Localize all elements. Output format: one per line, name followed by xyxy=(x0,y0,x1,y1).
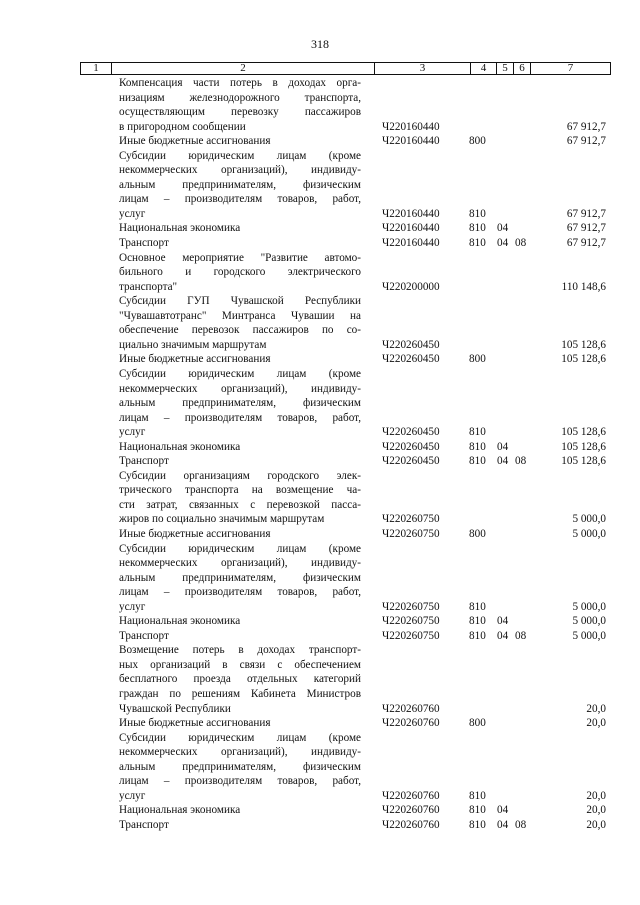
description-line: Возмещение потерь в доходах транспорт- xyxy=(119,644,361,657)
row-code: Ч220160440 xyxy=(382,237,440,250)
row-description xyxy=(119,716,361,731)
table-header xyxy=(80,62,611,75)
row-col-4: 810 xyxy=(469,818,486,831)
description-line: некоммерческих организаций), индивиду- xyxy=(119,382,361,395)
table-row xyxy=(0,294,640,352)
row-description xyxy=(119,614,361,629)
description-line: услуг xyxy=(119,789,146,802)
description-line: Иные бюджетные ассигнования xyxy=(119,717,271,730)
description-line: Иные бюджетные ассигнования xyxy=(119,527,271,540)
table-row xyxy=(0,818,640,833)
row-col-4: 810 xyxy=(469,629,486,642)
row-description xyxy=(119,629,361,644)
row-col-4: 810 xyxy=(469,440,486,453)
description-line: осуществляющим перевозку пассажиров xyxy=(119,106,361,119)
description-line: Субсидии организациям городского элек- xyxy=(119,469,361,482)
row-code: Ч220260760 xyxy=(382,717,440,730)
table-row xyxy=(0,134,640,149)
row-code: Ч220260750 xyxy=(382,629,440,642)
description-line: Субсидии юридическим лицам (кроме xyxy=(119,731,361,744)
row-col-4: 810 xyxy=(469,426,486,439)
row-amount: 105 128,6 xyxy=(561,455,606,468)
row-amount: 67 912,7 xyxy=(566,207,606,220)
row-amount: 20,0 xyxy=(586,702,606,715)
row-description xyxy=(119,251,361,295)
table-row xyxy=(0,527,640,542)
description-line: Транспорт xyxy=(119,237,169,250)
row-col-4: 800 xyxy=(469,135,486,148)
description-line: транспорта" xyxy=(119,280,178,293)
row-description xyxy=(119,134,361,149)
row-col-5: 04 xyxy=(497,455,509,468)
row-amount: 5 000,0 xyxy=(572,615,606,628)
description-line: альным предпринимателям, физическим xyxy=(119,760,361,773)
description-line: некоммерческих организаций), индивиду- xyxy=(119,557,361,570)
header-col-3: 3 xyxy=(375,63,471,74)
description-line: альным предпринимателям, физическим xyxy=(119,397,361,410)
description-line: лицам – производителям товаров, работ, xyxy=(119,193,361,206)
row-col-4: 810 xyxy=(469,207,486,220)
row-code: Ч220260450 xyxy=(382,353,440,366)
description-line: услуг xyxy=(119,207,146,220)
description-line: Иные бюджетные ассигнования xyxy=(119,353,271,366)
description-line: Национальная экономика xyxy=(119,804,241,817)
description-line: Субсидии юридическим лицам (кроме xyxy=(119,367,361,380)
description-line: жиров по социально значимым маршрутам xyxy=(119,513,325,526)
row-col-6: 08 xyxy=(515,818,527,831)
description-line: Национальная экономика xyxy=(119,440,241,453)
table-row xyxy=(0,251,640,295)
row-code: Ч220260750 xyxy=(382,615,440,628)
row-description xyxy=(119,527,361,542)
row-description xyxy=(119,731,361,804)
row-description xyxy=(119,469,361,527)
row-col-4: 810 xyxy=(469,615,486,628)
header-col-1: 1 xyxy=(81,63,112,74)
row-amount: 20,0 xyxy=(586,789,606,802)
header-col-7: 7 xyxy=(567,62,574,74)
description-line: трического транспорта на возмещение ча- xyxy=(119,484,361,497)
row-code: Ч220160440 xyxy=(382,207,440,220)
description-line: Субсидии ГУП Чувашской Республики xyxy=(119,295,361,308)
table-row xyxy=(0,614,640,629)
table-row xyxy=(0,76,640,134)
row-code: Ч220260760 xyxy=(382,789,440,802)
row-code: Ч220160440 xyxy=(382,135,440,148)
row-code: Ч220200000 xyxy=(382,280,440,293)
row-description xyxy=(119,440,361,455)
row-code: Ч220260450 xyxy=(382,455,440,468)
description-line: лицам – производителям товаров, работ, xyxy=(119,586,361,599)
description-line: Транспорт xyxy=(119,455,169,468)
table-row xyxy=(0,352,640,367)
row-description xyxy=(119,454,361,469)
table-row xyxy=(0,221,640,236)
row-col-4: 800 xyxy=(469,353,486,366)
row-code: Ч220260450 xyxy=(382,440,440,453)
header-col-2: 2 xyxy=(112,63,375,74)
table-row xyxy=(0,542,640,615)
row-amount: 67 912,7 xyxy=(566,237,606,250)
row-amount: 5 000,0 xyxy=(572,600,606,613)
row-description xyxy=(119,818,361,833)
table-row xyxy=(0,629,640,644)
description-line: в пригородном сообщении xyxy=(119,120,246,133)
description-line: Транспорт xyxy=(119,818,169,831)
description-line: некоммерческих организаций), индивиду- xyxy=(119,164,361,177)
description-line: Национальная экономика xyxy=(119,222,241,235)
row-amount: 67 912,7 xyxy=(566,120,606,133)
row-code: Ч220160440 xyxy=(382,120,440,133)
description-line: Национальная экономика xyxy=(119,615,241,628)
row-amount: 5 000,0 xyxy=(572,513,606,526)
description-line: циально значимым маршрутам xyxy=(119,338,267,351)
row-code: Ч220260750 xyxy=(382,527,440,540)
row-code: Ч220260450 xyxy=(382,426,440,439)
row-col-5: 04 xyxy=(497,440,509,453)
table-row xyxy=(0,643,640,716)
row-amount: 105 128,6 xyxy=(561,426,606,439)
row-col-5: 04 xyxy=(497,804,509,817)
description-line: обеспечение перевозок пассажиров по со- xyxy=(119,324,361,337)
description-line: услуг xyxy=(119,426,146,439)
row-amount: 105 128,6 xyxy=(561,353,606,366)
row-amount: 5 000,0 xyxy=(572,629,606,642)
row-amount: 110 148,6 xyxy=(561,280,606,293)
row-col-5: 04 xyxy=(497,629,509,642)
row-col-4: 810 xyxy=(469,222,486,235)
row-col-4: 800 xyxy=(469,527,486,540)
header-col-4: 4 xyxy=(471,63,497,74)
page-number: 318 xyxy=(311,37,329,51)
description-line: "Чувашавтотранс" Минтранса Чувашии на xyxy=(119,309,361,322)
row-col-6: 08 xyxy=(515,455,527,468)
row-description xyxy=(119,367,361,440)
row-description xyxy=(119,76,361,134)
row-description xyxy=(119,294,361,352)
row-code: Ч220260750 xyxy=(382,513,440,526)
description-line: граждан по решениям Кабинета Министров xyxy=(119,688,361,701)
table-row xyxy=(0,716,640,731)
row-description xyxy=(119,149,361,222)
row-col-4: 800 xyxy=(469,717,486,730)
row-amount: 67 912,7 xyxy=(566,222,606,235)
row-description xyxy=(119,803,361,818)
row-code: Ч220260760 xyxy=(382,804,440,817)
row-amount: 20,0 xyxy=(586,717,606,730)
row-col-5: 04 xyxy=(497,237,509,250)
table-row xyxy=(0,149,640,222)
header-col-6: 6 xyxy=(514,63,531,74)
description-line: Основное мероприятие "Развитие автомо- xyxy=(119,251,361,264)
description-line: сти затрат, связанных с перевозкой пасса- xyxy=(119,498,361,511)
row-col-5: 04 xyxy=(497,818,509,831)
table-row xyxy=(0,454,640,469)
description-line: лицам – производителям товаров, работ, xyxy=(119,411,361,424)
row-col-4: 810 xyxy=(469,789,486,802)
description-line: некоммерческих организаций), индивиду- xyxy=(119,746,361,759)
row-col-5: 04 xyxy=(497,615,509,628)
description-line: бильного и городского электрического xyxy=(119,266,361,279)
description-line: услуг xyxy=(119,600,146,613)
description-line: Чувашской Республики xyxy=(119,702,231,715)
row-amount: 67 912,7 xyxy=(566,135,606,148)
row-col-6: 08 xyxy=(515,629,527,642)
description-line: ных организаций в связи с обеспечением xyxy=(119,658,361,671)
row-amount: 105 128,6 xyxy=(561,440,606,453)
row-description xyxy=(119,352,361,367)
description-line: Компенсация части потерь в доходах орга- xyxy=(119,77,361,89)
table-row xyxy=(0,440,640,455)
description-line: низациям железнодорожного транспорта, xyxy=(119,91,361,104)
row-col-5: 04 xyxy=(497,222,509,235)
row-col-4: 810 xyxy=(469,455,486,468)
table-row xyxy=(0,469,640,527)
table-row xyxy=(0,731,640,804)
row-code: Ч220260760 xyxy=(382,818,440,831)
row-code: Ч220260750 xyxy=(382,600,440,613)
row-description xyxy=(119,542,361,615)
header-col-5: 5 xyxy=(497,63,514,74)
description-line: лицам – производителям товаров, работ, xyxy=(119,775,361,788)
row-col-4: 810 xyxy=(469,600,486,613)
description-line: Иные бюджетные ассигнования xyxy=(119,135,271,148)
row-amount: 5 000,0 xyxy=(572,527,606,540)
description-line: альным предпринимателям, физическим xyxy=(119,178,361,191)
row-description xyxy=(119,221,361,236)
description-line: альным предпринимателям, физическим xyxy=(119,571,361,584)
row-amount: 105 128,6 xyxy=(561,338,606,351)
row-code: Ч220260450 xyxy=(382,338,440,351)
row-description xyxy=(119,643,361,716)
table-row xyxy=(0,367,640,440)
table-row xyxy=(0,803,640,818)
description-line: Транспорт xyxy=(119,629,169,642)
description-line: бесплатного проезда отдельных категорий xyxy=(119,673,361,686)
table-body xyxy=(0,76,640,833)
row-col-4: 810 xyxy=(469,237,486,250)
table-row xyxy=(0,236,640,251)
row-col-4: 810 xyxy=(469,804,486,817)
description-line: Субсидии юридическим лицам (кроме xyxy=(119,542,361,555)
row-amount: 20,0 xyxy=(586,818,606,831)
row-description xyxy=(119,236,361,251)
row-col-6: 08 xyxy=(515,237,527,250)
description-line: Субсидии юридическим лицам (кроме xyxy=(119,149,361,162)
row-code: Ч220160440 xyxy=(382,222,440,235)
row-amount: 20,0 xyxy=(586,804,606,817)
row-code: Ч220260760 xyxy=(382,702,440,715)
